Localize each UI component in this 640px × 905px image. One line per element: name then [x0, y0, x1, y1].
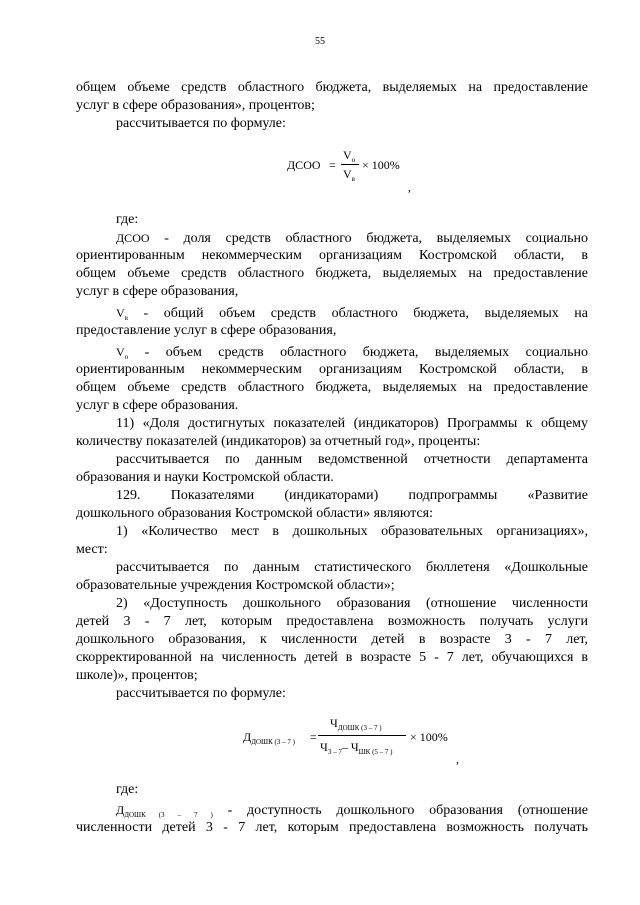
text-line: общем объеме средств областного бюджета, выделяемых на предоставление: [76, 380, 588, 395]
text-line: образования и науки Костромской области.: [76, 470, 334, 485]
text-line: школе)», процентов;: [76, 668, 198, 683]
text-line: скорректированной на численность детей в возрасте 5 - 7 лет, обучающихся в: [76, 650, 588, 665]
text-line: услуг в сфере образования.: [76, 398, 239, 413]
formula-denominator: $V_в$: [343, 167, 355, 183]
text-line: 11) «Доля достигнутых показателей (индикаторов) Программы к общему: [116, 416, 588, 431]
formula-numerator: $V_о$: [343, 148, 356, 164]
formula-multiplier: × 100%: [410, 730, 448, 744]
formula-numerator: $Ч_{ДОШК (3 - 7 )}$: [330, 716, 382, 732]
fraction-bar: [341, 164, 359, 165]
text-line: рассчитывается по данным ведомственной отчетности департамента: [116, 452, 588, 467]
text-line: ориентированным некоммерческим организациям Костромской области, в: [76, 362, 588, 377]
formula-comma: ,: [408, 180, 411, 194]
text-line: детей 3 - 7 лет, которым предоставлена возможность получать услуги: [76, 614, 588, 629]
text-line: где:: [116, 782, 139, 797]
text-line: услуг в сфере образования», процентов;: [76, 98, 315, 113]
formula-lhs: $Д_{ДОШК (3 - 7 )}$: [243, 730, 295, 746]
text-line: рассчитывается по данным статистического бюллетеня «Дошкольные: [116, 560, 588, 575]
fraction-bar: [318, 735, 406, 736]
text-line: ориентированным некоммерческим организациям Костромской области, в: [76, 248, 588, 263]
text-line: мест:: [76, 542, 108, 557]
definition-ddoshk: $Д_{ДОШК (3 - 7 )}$ - доступность дошкольного образования (отношение: [116, 803, 588, 819]
formula-lhs: ДСОО: [287, 158, 321, 172]
definition-dsoo: ДСОО - доля средств областного бюджета, выделяемых социально: [116, 231, 588, 246]
formula-denominator: $Ч_{3 - 7}-$ $Ч_{ШК (5 - 7 )}$: [320, 740, 393, 756]
text-line: дошкольного образования Костромской области» являются:: [76, 506, 433, 521]
formula-equals: =: [329, 158, 336, 172]
text-line: услуг в сфере образования,: [76, 284, 239, 299]
text-line: 2) «Доступность дошкольного образования (отношение численности: [116, 596, 588, 611]
text-line: общем объеме средств областного бюджета, выделяемых на предоставление: [76, 266, 588, 281]
text-line: общем объеме средств областного бюджета, выделяемых на предоставление: [76, 80, 588, 95]
text-line: рассчитывается по формуле:: [116, 686, 286, 701]
formula-equals: =: [310, 730, 317, 744]
text-line: рассчитывается по формуле:: [116, 116, 286, 131]
formula-multiplier: × 100%: [362, 158, 400, 172]
text-line: предоставление услуг в сфере образования,: [76, 323, 337, 338]
formula-comma: ,: [456, 752, 459, 766]
definition-vo: $V_о$ - объем средств областного бюджета, выделяемых социально: [116, 345, 589, 361]
text-line: 1) «Количество мест в дошкольных образовательных организациях»,: [116, 524, 588, 539]
text-line: где:: [116, 212, 139, 227]
text-line: 129. Показателями (индикаторами) подпрограммы «Развитие: [116, 488, 588, 503]
text-line: численности детей 3 - 7 лет, которым предоставлена возможность получать: [76, 820, 588, 835]
text-line: дошкольного образования, к численности детей в возрасте 3 - 7 лет,: [76, 632, 588, 647]
text-line: количеству показателей (индикаторов) за отчетный год», проценты:: [76, 434, 481, 449]
page-number: 55: [315, 36, 325, 47]
definition-vv: $V_в$ - общий объем средств областного бюджета, выделяемых на: [116, 306, 588, 322]
text-line: образовательные учреждения Костромской области»;: [76, 578, 395, 593]
